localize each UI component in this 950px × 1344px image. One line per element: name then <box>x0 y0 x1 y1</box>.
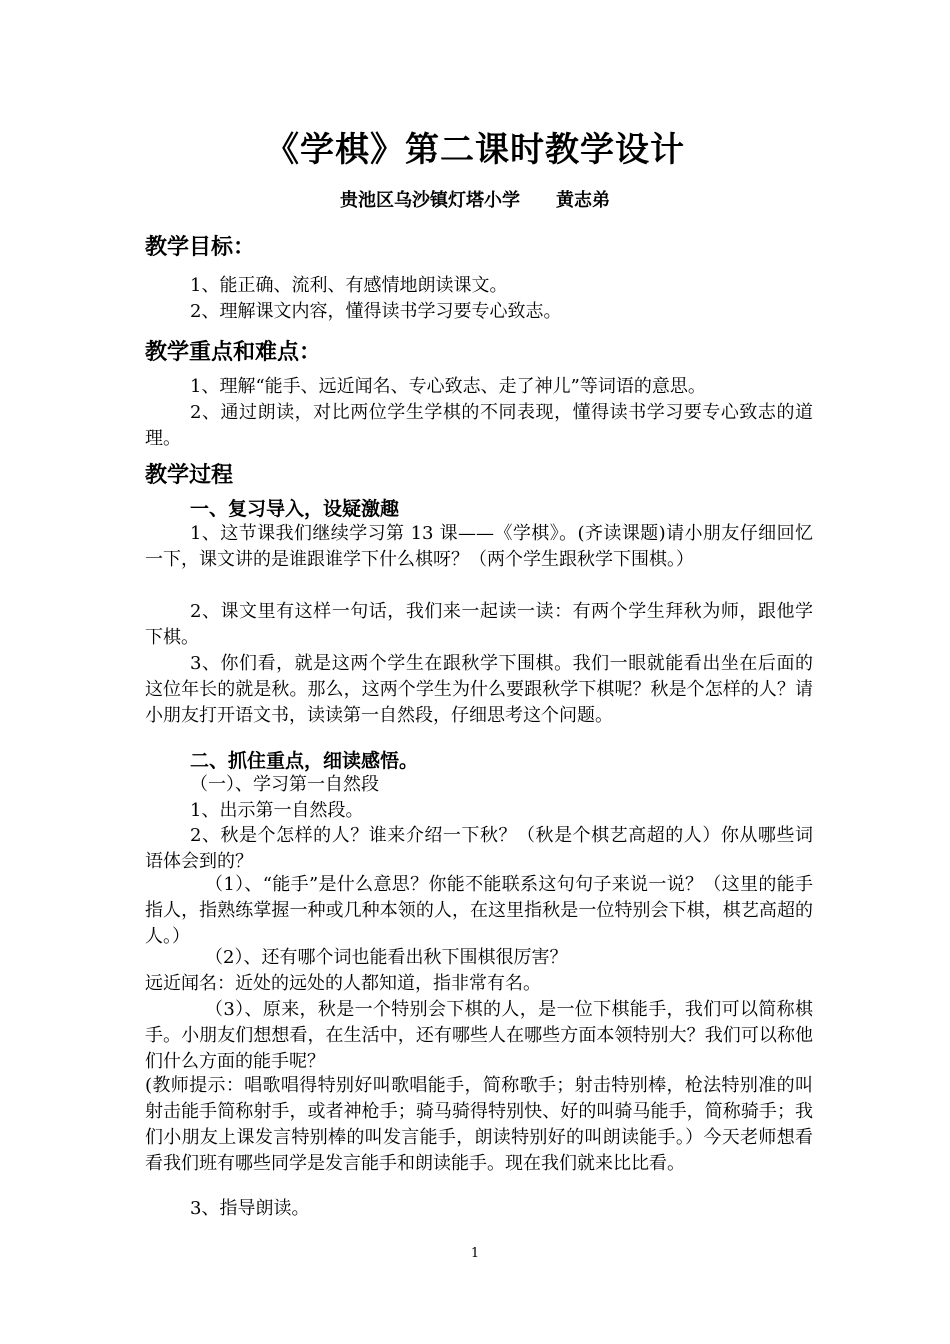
paragraph: （2）、还有哪个词也能看出秋下围棋很厉害？ <box>205 947 568 968</box>
paragraph: 2、秋是个怎样的人？谁来介绍一下秋？（秋是个棋艺高超的人）你从哪些词语体会到的？ <box>145 825 813 872</box>
paragraph: 远近闻名：近处的远处的人都知道，指非常有名。 <box>145 973 541 994</box>
section-heading: 一、复习导入，设疑激趣 <box>190 498 400 520</box>
paragraph: （一）、学习第一自然段 <box>190 774 379 795</box>
paragraph: (教师提示：唱歌唱得特别好叫歌唱能手，简称歌手；射击特别棒，枪法特别准的叫射击能手简称射手，或者神枪手；骑马骑得特别快、好的叫骑马能手，简称骑手；我们小朋友上课发言特别棒的叫发言能手，朗读特别好的叫朗读能手。）今天老师想看看我们班有哪些同学是发言能手和朗读能手。现在我们就来比比看。 <box>145 1075 813 1174</box>
paragraph: 1、出示第一自然段。 <box>190 800 364 821</box>
heading-key-points: 教学重点和难点： <box>145 339 322 365</box>
heading-goals: 教学目标： <box>145 234 256 260</box>
key-point-item: 2、通过朗读，对比两位学生学棋的不同表现，懂得读书学习要专心致志的道理。 <box>145 402 813 449</box>
page-number: 1 <box>470 1246 480 1261</box>
section-heading: 二、抓住重点，细读感悟。 <box>190 750 419 772</box>
document-title: 《学棋》第二课时教学设计 <box>265 130 685 170</box>
goal-item: 2、理解课文内容，懂得读书学习要专心致志。 <box>190 301 562 322</box>
key-point-item: 1、理解“能手、远近闻名、专心致志、走了神儿”等词语的意思。 <box>190 376 706 397</box>
paragraph: 1、这节课我们继续学习第 13 课——《学棋》。(齐读课题)请小朋友仔细回忆一下，课文讲的是谁跟谁学下什么棋呀？（两个学生跟秋学下围棋。） <box>145 523 813 570</box>
heading-process: 教学过程 <box>145 462 234 488</box>
paragraph: （3）、原来，秋是一个特别会下棋的人，是一位下棋能手，我们可以简称棋手。小朋友们想想看，在生活中，还有哪些人在哪些方面本领特别大？我们可以称他们什么方面的能手呢？ <box>145 999 813 1072</box>
paragraph: （1）、“能手”是什么意思？你能不能联系这句句子来说一说？（这里的能手指人，指熟练掌握一种或几种本领的人，在这里指秋是一位特别会下棋，棋艺高超的人。） <box>145 874 813 947</box>
author-line: 贵池区乌沙镇灯塔小学 黄志弟 <box>340 190 610 211</box>
paragraph: 2、课文里有这样一句话，我们来一起读一读：有两个学生拜秋为师，跟他学下棋。 <box>145 601 813 648</box>
paragraph: 3、你们看，就是这两个学生在跟秋学下围棋。我们一眼就能看出坐在后面的这位年长的就是秋。那么，这两个学生为什么要跟秋学下棋呢？秋是个怎样的人？请小朋友打开语文书，读读第一自然段，仔细思考这个问题。 <box>145 653 813 726</box>
goal-item: 1、能正确、流利、有感情地朗读课文。 <box>190 275 508 296</box>
paragraph: 3、指导朗读。 <box>190 1198 310 1219</box>
